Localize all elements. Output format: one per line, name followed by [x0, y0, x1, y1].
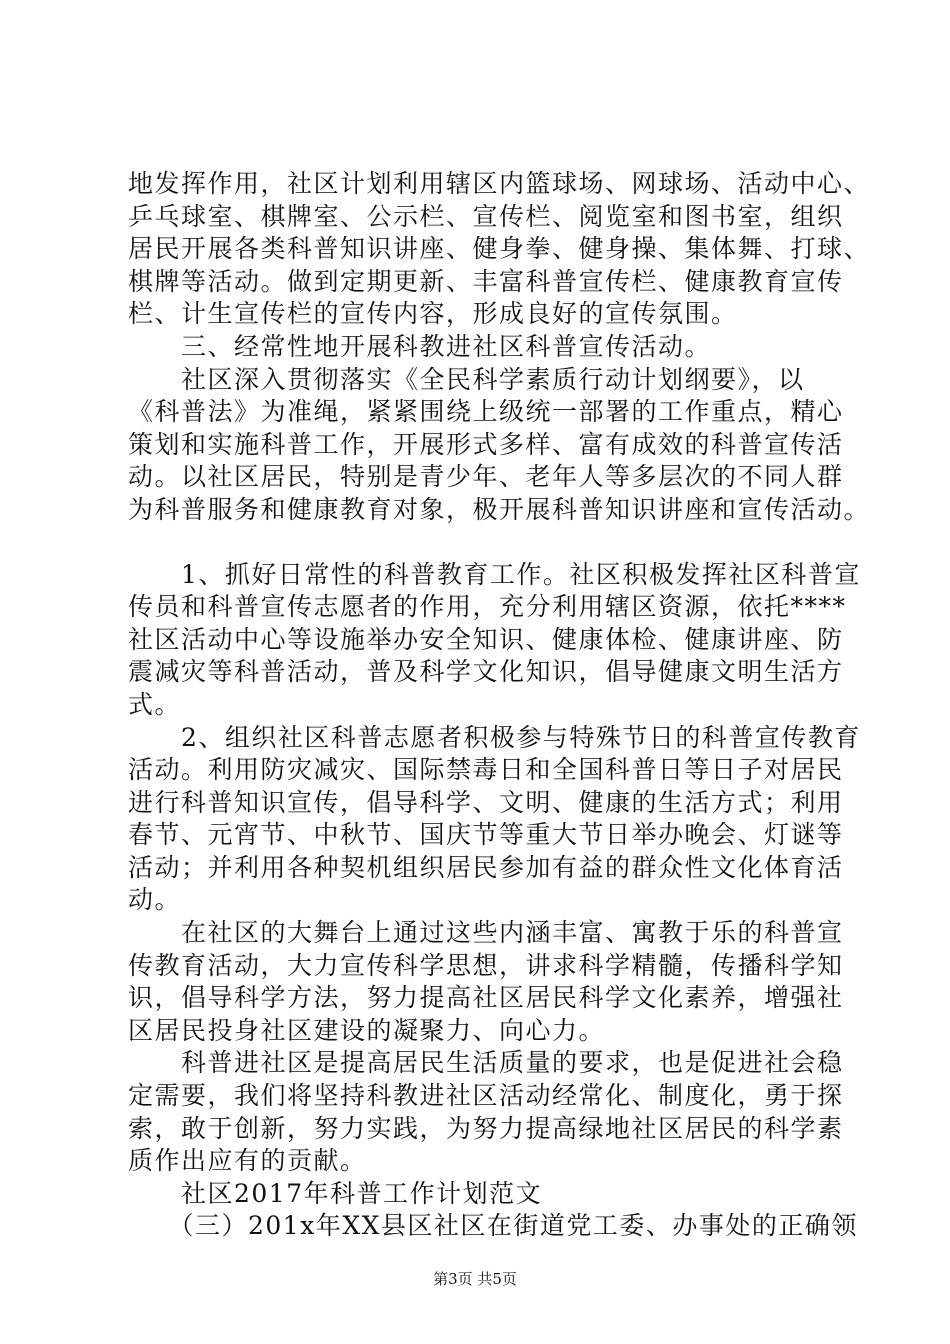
text-line: 地发挥作用，社区计划利用辖区内篮球场、网球场、活动中心、 — [128, 169, 871, 198]
article-title: 社区2017年科普工作计划范文 — [128, 1178, 543, 1208]
text-line: 棋牌等活动。做到定期更新、丰富科普宣传栏、健康教育宣传 — [128, 266, 844, 296]
text-line: 春节、元宵节、中秋节、国庆节等重大节日举办晚会、灯谜等 — [128, 820, 844, 850]
text-line: 居民开展各类科普知识讲座、健身拳、健身操、集体舞、打球、 — [128, 234, 871, 264]
text-line: 活动；并利用各种契机组织居民参加有益的群众性文化体育活 — [128, 852, 844, 882]
text-line: 《科普法》为准绳，紧紧围绕上级统一部署的工作重点，精心 — [128, 397, 844, 427]
text-line: 策划和实施科普工作，开展形式多样、富有成效的科普宣传活 — [128, 429, 844, 459]
page-footer — [0, 1268, 950, 1289]
text-line: 乒乓球室、棋牌室、公示栏、宣传栏、阅览室和图书室，组织 — [128, 201, 844, 231]
text-line: 质作出应有的贡献。 — [128, 1146, 367, 1176]
text-line: 传教育活动，大力宣传科学思想，讲求科学精髓，传播科学知 — [128, 950, 844, 980]
text-line: 进行科普知识宣传，倡导科学、文明、健康的生活方式；利用 — [128, 787, 844, 817]
text-line: 科普进社区是提高居民生活质量的要求，也是促进社会稳 — [128, 1048, 844, 1078]
text-line: （三）201x年XX县区社区在街道党工委、办事处的正确领 — [128, 1211, 858, 1241]
text-line: 在社区的大舞台上通过这些内涵丰富、寓教于乐的科普宣 — [128, 918, 844, 948]
text-line: 社区活动中心等设施举办安全知识、健康体检、健康讲座、防 — [128, 624, 844, 654]
text-line: 动。 — [128, 885, 182, 915]
text-line: 栏、计生宣传栏的宣传内容，形成良好的宣传氛围。 — [128, 299, 738, 329]
text-line: 社区深入贯彻落实《全民科学素质行动计划纲要》，以 — [128, 364, 805, 394]
text-line: 传员和科普宣传志愿者的作用，充分利用辖区资源，依托**** — [128, 592, 847, 622]
text-line: 活动。利用防灾减灾、国际禁毒日和全国科普日等日子对居民 — [128, 755, 844, 785]
section-heading: 三、经常性地开展科教进社区科普宣传活动。 — [128, 331, 712, 361]
text-line: 1、抓好日常性的科普教育工作。社区积极发挥社区科普宣 — [128, 559, 861, 589]
text-line: 索，敢于创新，努力实践，为努力提高绿地社区居民的科学素 — [128, 1113, 844, 1143]
body-text — [128, 168, 871, 1243]
page-number: 第3页 共5页 — [433, 1270, 517, 1288]
text-line: 震减灾等科普活动，普及科学文化知识，倡导健康文明生活方 — [128, 657, 844, 687]
text-line: 区居民投身社区建设的凝聚力、向心力。 — [128, 1015, 606, 1045]
text-line: 为科普服务和健康教育对象，极开展科普知识讲座和宣传活动。 — [128, 494, 871, 524]
text-line: 定需要，我们将坚持科教进社区活动经常化、制度化，勇于探 — [128, 1081, 844, 1111]
text-line: 2、组织社区科普志愿者积极参与特殊节日的科普宣传教育 — [128, 722, 861, 752]
blank-line — [128, 527, 840, 559]
text-line: 动。以社区居民，特别是青少年、老年人等多层次的不同人群 — [128, 462, 844, 492]
text-line: 式。 — [128, 689, 182, 719]
text-line: 识，倡导科学方法，努力提高社区居民科学文化素养，增强社 — [128, 983, 844, 1013]
